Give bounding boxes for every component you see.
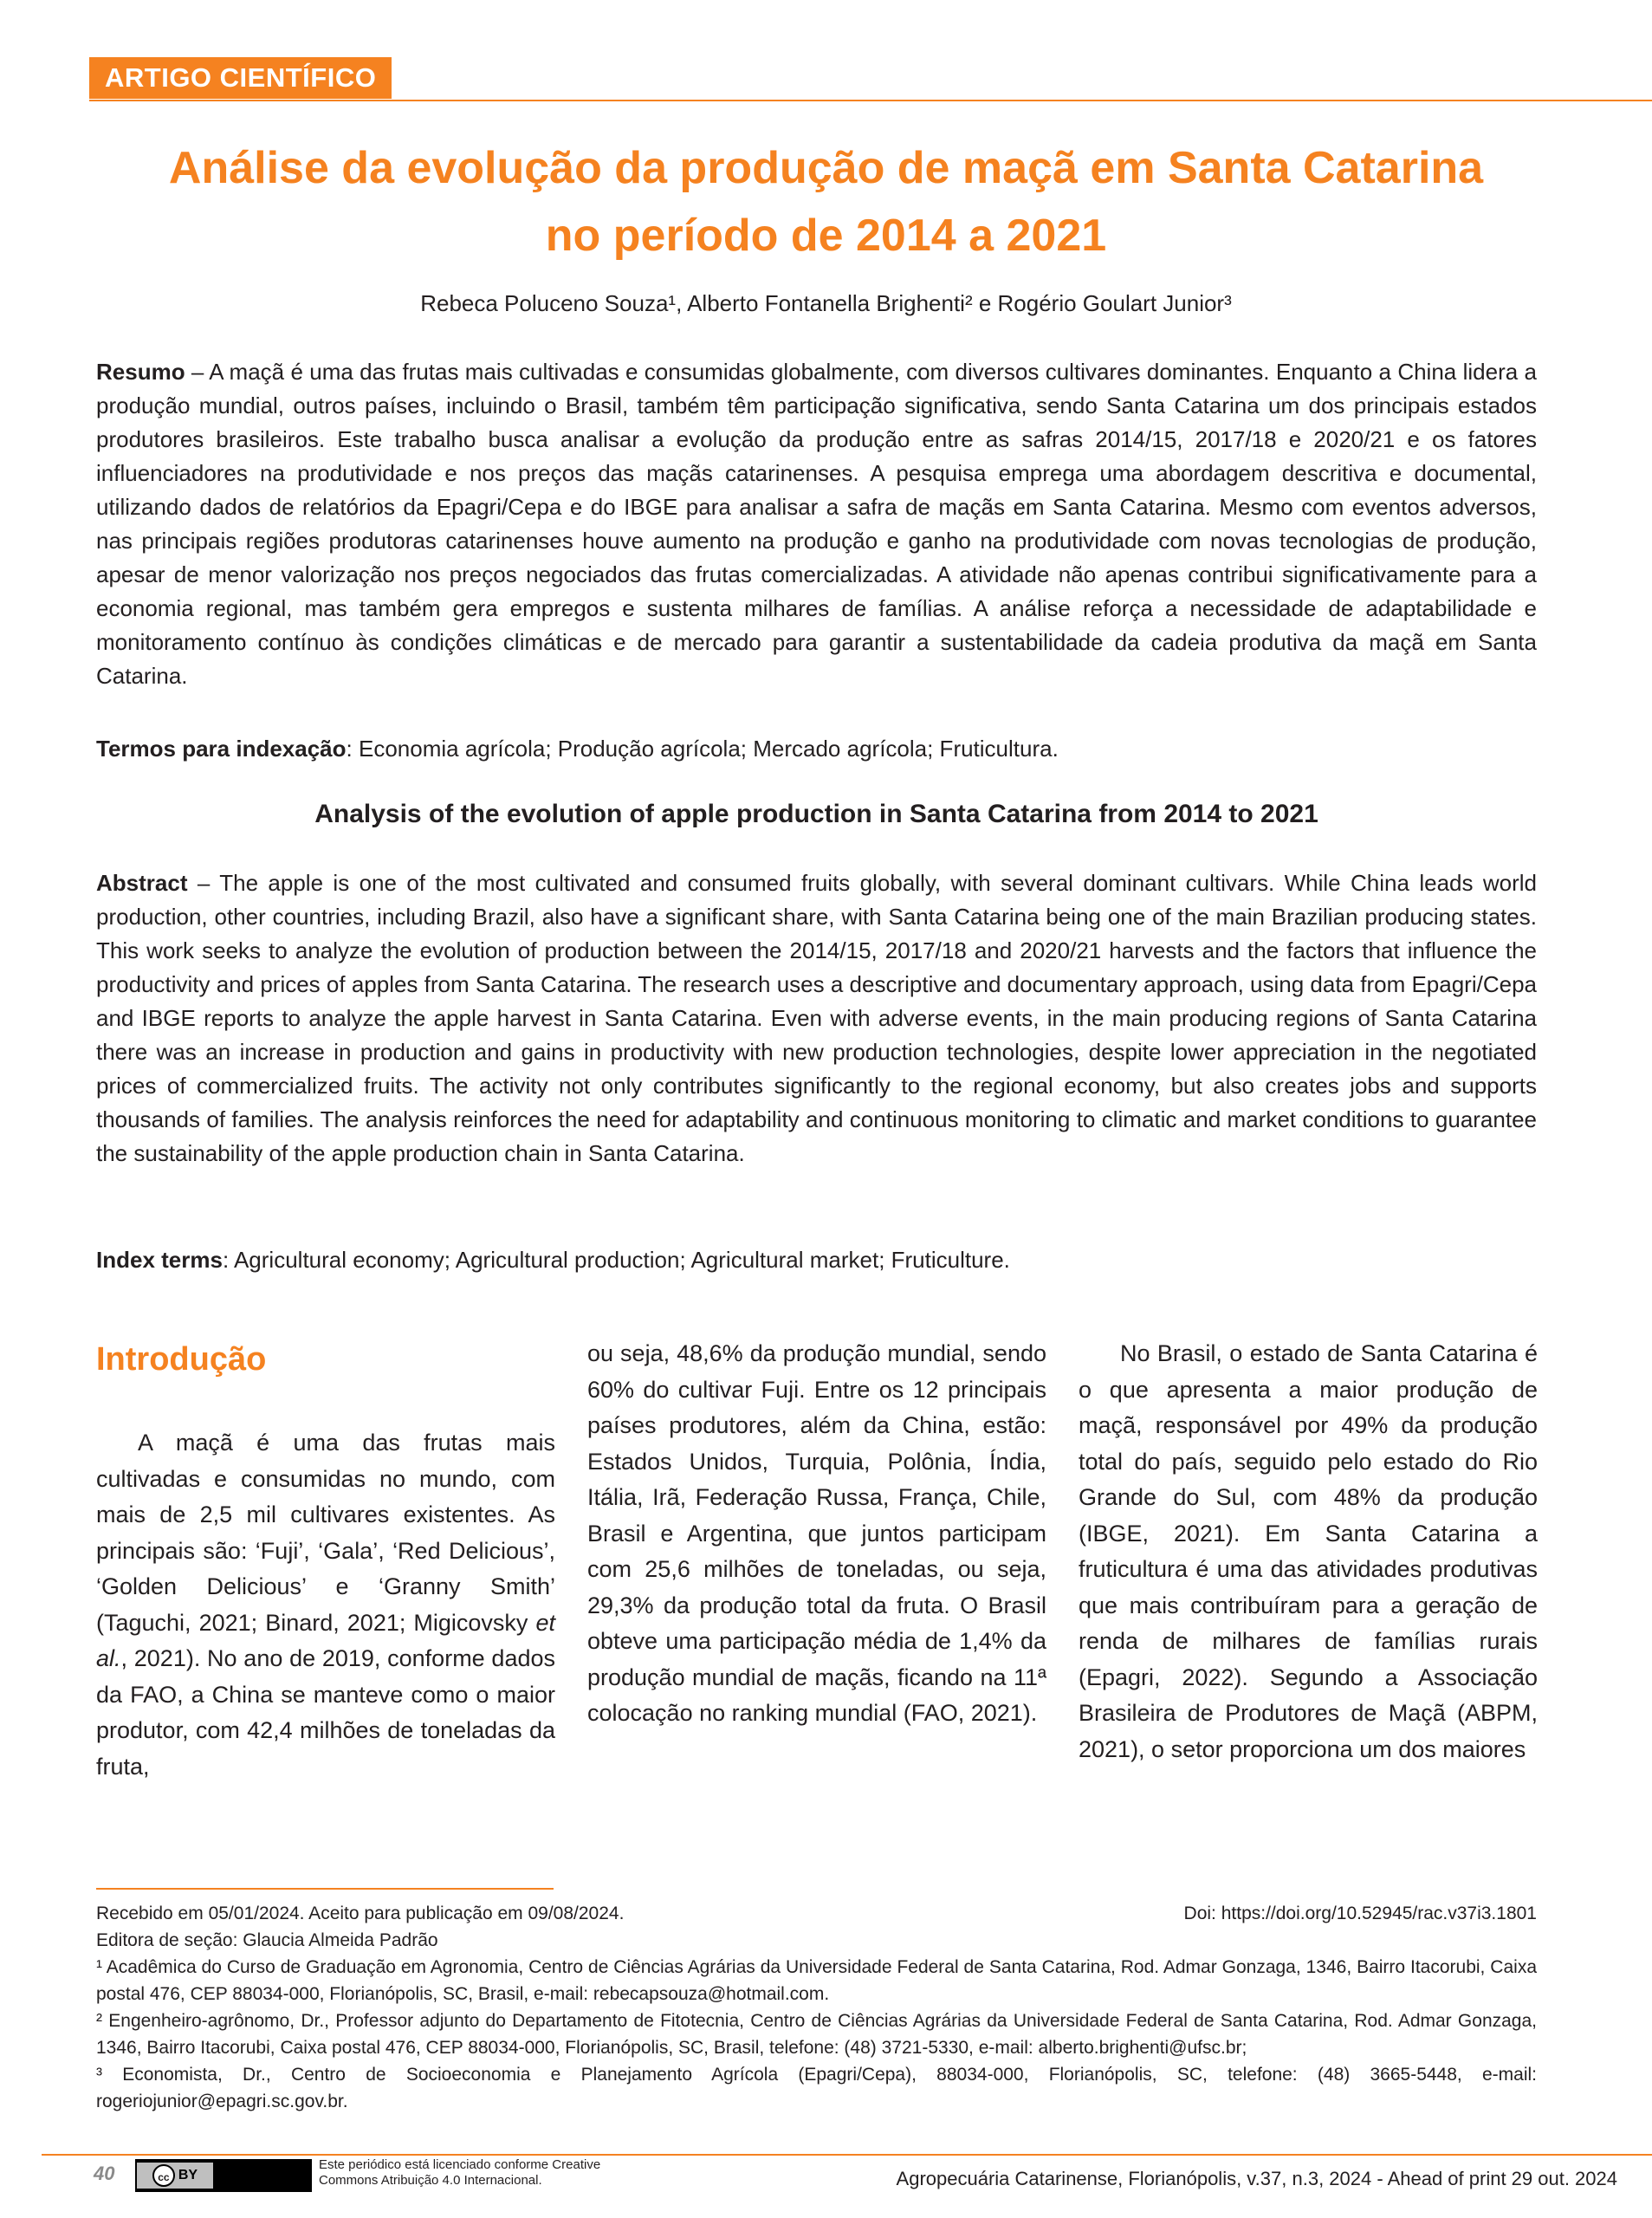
cc-icon: cc [152,2164,175,2187]
received-note: Recebido em 05/01/2024. Aceito para publicação em 09/08/2024. [96,1903,625,1923]
footnote-2: ² Engenheiro-agrônomo, Dr., Professor adjunto do Departamento de Fitotecnia, Centro de Ciências Agrárias da Universidade Federal de Santa Catarina, Rod. Admar Gonzaga, 1346, Bairro Itacorubi, Caixa postal 476, CEP 88034-000, Florianópolis, SC, Brasil, telefone: (48) 3721-5330, e-mail: alberto.brighenti@ufsc.br; [96,2011,1537,2058]
index-terms-label: Index terms [96,1247,223,1273]
license-text [319,2157,683,2189]
page-number: 40 [94,2163,115,2184]
termos-text: : Economia agrícola; Produção agrícola; Mercado agrícola; Fruticultura. [346,736,1059,762]
cc-by-license-badge[interactable] [135,2159,312,2192]
intro-heading: Introdução [96,1341,267,1378]
termos-paragraph [96,732,1537,766]
title-line-1: Análise da evolução da produção de maçã em Santa Catarina [168,143,1484,193]
resumo-label: Resumo [96,359,185,385]
resumo-text: – A maçã é uma das frutas mais cultivadas e consumidas globalmente, com diversos cultivares dominantes. Enquanto a China lidera a produção mundial, outros países, incluindo o Brasil, também têm participação significativa, sendo Santa Catarina um dos principais estados produtores brasileiros. Este trabalho busca analisar a evolução da produção entre as safras 2014/15, 2017/18 e 2020/21 e os fatores influenciadores na produtividade e nos preços das maçãs catarinenses. A pesquisa emprega uma abordagem descritiva e documental, utilizando dados de relatórios da Epagri/Cepa e do IBGE para analisar a safra de maçãs em Santa Catarina. Mesmo com eventos adversos, nas principais regiões produtoras catarinenses houve aumento na produção e ganho na produtividade com novas tecnologias de produção, apesar de menor valorização nos preços negociados das frutas comercializadas. A atividade não apenas contribui significativamente para a economia regional, mas também gera empregos e sustenta milhares de famílias. A análise reforça a necessidade de adaptabilidade e monitoramento contínuo às condições climáticas e de mercado para garantir a sustentabilidade da cadeia produtiva da maçã em Santa Catarina. [96,359,1537,689]
intro-column-3 [1079,1336,1538,1767]
header-rule [89,100,1652,101]
article-title [87,134,1565,269]
editor-note: Editora de seção: Glaucia Almeida Padrão [96,1930,438,1950]
english-title: Analysis of the evolution of apple production in Santa Catarina from 2014 to 2021 [314,800,1318,828]
footnote-1: ¹ Acadêmica do Curso de Graduação em Agronomia, Centro de Ciências Agrárias da Universidade Federal de Santa Catarina, Rod. Admar Gonzaga, 1346, Bairro Itacorubi, Caixa postal 476, CEP 88034-000, Florianópolis, SC, Brasil, e-mail: rebecapsouza@hotmail.com. [96,1957,1537,2004]
resumo-paragraph [96,355,1537,693]
cc-logo [137,2163,213,2189]
journal-citation: Agropecuária Catarinense, Florianópolis, v.37, n.3, 2024 - Ahead of print 29 out. 2024 [896,2168,1617,2189]
abstract-label: Abstract [96,870,188,896]
intro-paragraph-3: No Brasil, o estado de Santa Catarina é o que apresenta a maior produção de maçã, responsável por 49% da produção total do país, seguido pelo estado do Rio Grande do Sul, com 48% da produção (IBGE, 2021). Em Santa Catarina a fruticultura é uma das atividades produtivas que mais contribuíram para a geração de renda de milhares de famílias rurais (Epagri, 2022). Segundo a Associação Brasileira de Produtores de Maçã (ABPM, 2021), o setor proporciona um dos maiores [1079,1340,1538,1762]
license-line-2: Commons Atribuição 4.0 Internacional. [319,2173,542,2188]
abstract-paragraph [96,866,1537,1171]
intro-paragraph-2: ou seja, 48,6% da produção mundial, sendo 60% do cultivar Fuji. Entre os 12 principais países produtores, além da China, estão: Estados Unidos, Turquia, Polônia, Índia, Itália, Irã, Federação Russa, França, Chile, Brasil e Argentina, que juntos participam com 25,6 milhões de toneladas, ou seja, 29,3% da produção total da fruta. O Brasil obteve uma participação média de 1,4% da produção mundial de maçãs, ficando na 11ª colocação no ranking mundial (FAO, 2021). [587,1340,1046,1726]
termos-label: Termos para indexação [96,736,347,762]
index-terms-text: : Agricultural economy; Agricultural production; Agricultural market; Fruticulture. [222,1247,1010,1273]
intro-col1-text-a: A maçã é uma das frutas mais cultivadas e consumidas no mundo, com mais de 2,5 mil cultivares existentes. As principais são: ‘Fuji’, ‘Gala’, ‘Red Delicious’, ‘Golden Delicious’ e ‘Granny Smith’ (Taguchi, 2021; Binard, 2021; Migicovsky [96,1430,555,1636]
intro-col1-etal: et al. [96,1609,555,1671]
section-kicker: ARTIGO CIENTÍFICO [89,57,392,99]
footnotes [96,1900,1537,2115]
title-line-2: no período de 2014 a 2021 [545,211,1107,261]
footnote-rule [96,1888,554,1890]
abstract-text: – The apple is one of the most cultivated and consumed fruits globally, with several dominant cultivars. While China leads world production, other countries, including Brazil, also have a significant share, with Santa Catarina being one of the main Brazilian producing states. This work seeks to analyze the evolution of production between the 2014/15, 2017/18 and 2020/21 harvests and the factors that influence the productivity and prices of apples from Santa Catarina. The research uses a descriptive and documentary approach, using data from Epagri/Cepa and IBGE reports to analyze the apple harvest in Santa Catarina. Even with adverse events, in the main producing regions of Santa Catarina there was an increase in production and gains in productivity with new production technologies, despite lower appreciation in the negotiated prices of commercialized fruits. The activity not only contributes significantly to the regional economy, but also creates jobs and supports thousands of families. The analysis reinforces the need for adaptability and continuous monitoring to climatic and market conditions to guarantee the sustainability of the apple production chain in Santa Catarina. [96,870,1537,1166]
author-list: Rebeca Poluceno Souza¹, Alberto Fontanella Brighenti² e Rogério Goulart Junior³ [420,290,1232,316]
license-line-1: Este periódico está licenciado conforme Creative [319,2157,601,2172]
footnote-3: ³ Economista, Dr., Centro de Socioeconomia e Planejamento Agrícola (Epagri/Cepa), 88034-000, Florianópolis, SC, telefone: (48) 3665-5448, e-mail: rogeriojunior@epagri.sc.gov.br. [96,2065,1537,2111]
doi-link[interactable]: Doi: https://doi.org/10.52945/rac.v37i3.1801 [1183,1903,1537,1923]
index-terms-paragraph [96,1243,1537,1277]
intro-col1-text-b: , 2021). No ano de 2019, conforme dados da FAO, a China se manteve como o maior produtor, com 42,4 milhões de toneladas da fruta, [96,1645,555,1780]
intro-paragraph-1 [96,1425,555,1785]
footer-rule [42,2154,1652,2156]
by-label: BY [178,2168,198,2182]
intro-column-1 [96,1425,555,1785]
intro-column-2 [587,1336,1046,1732]
